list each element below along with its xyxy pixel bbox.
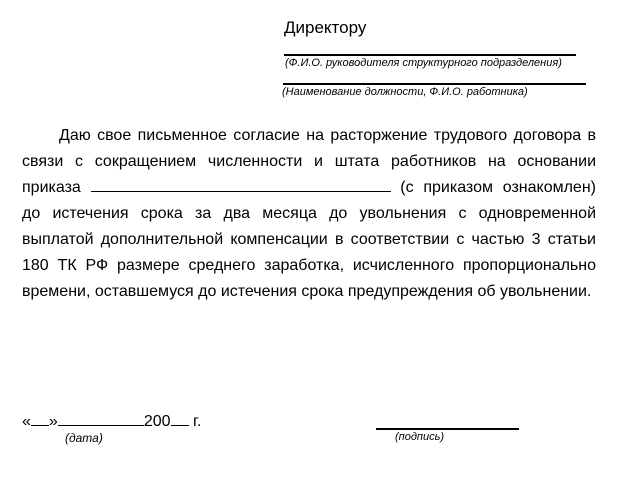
year-blank (171, 411, 189, 426)
date-caption: (дата) (65, 431, 103, 445)
date-line (22, 411, 201, 432)
manager-name-caption: (Ф.И.О. руководителя структурного подразделения) (285, 57, 562, 69)
signature-blank (376, 428, 519, 430)
addressee-block (280, 18, 600, 99)
consent-text-part1: Даю свое письменное согласие на расторжение трудового договора в связи с сокращением численности и штата работников на основании приказа (22, 127, 596, 196)
year-prefix: 200 (143, 413, 171, 430)
quote-open: « (22, 413, 31, 430)
signature-caption: (подпись) (395, 431, 445, 443)
employee-name-caption: (Наименование должности, Ф.И.О. работника) (282, 86, 528, 98)
quote-close: » (48, 413, 58, 430)
consent-text-part2: (с приказом ознакомлен) до истечения срока за два месяца до увольнения с одновременной выплатой дополнительной компенсации в соответствии с частью 3 статьи 180 ТК РФ размере среднего заработка, исчисленного пропорционально времени, оставшемуся до истечения срока предупреждения об увольнении. (22, 179, 596, 300)
month-blank (58, 411, 144, 426)
day-blank (31, 411, 49, 426)
order-number-blank (91, 177, 391, 192)
consent-paragraph (22, 123, 596, 305)
employee-name-blank (283, 83, 586, 85)
manager-name-blank (284, 54, 576, 56)
addressee-title: Директору (284, 18, 367, 37)
year-suffix: г. (188, 413, 202, 430)
